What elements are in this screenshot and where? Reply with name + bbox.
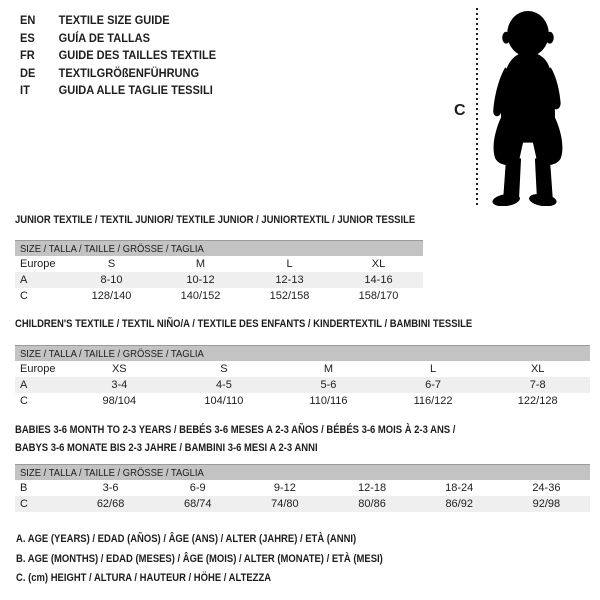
- language-title-list: [20, 12, 233, 100]
- lang-row-de: [20, 65, 216, 83]
- babies-section-title: [15, 421, 527, 457]
- junior-size-table: [15, 240, 423, 304]
- table-cell: 10-12: [186, 274, 215, 286]
- size-header-cell: [15, 346, 590, 362]
- legend-line-c: [16, 569, 443, 589]
- lang-code: DE: [20, 65, 36, 80]
- lang-row-es: [20, 30, 216, 48]
- lang-label: GUIDE DES TAILLES TEXTILE: [58, 48, 217, 62]
- lang-label: TEXTILE SIZE GUIDE: [58, 13, 170, 27]
- row-label: A: [20, 379, 28, 391]
- table-cell: 158/170: [358, 290, 399, 302]
- table-cell: 74/80: [271, 498, 299, 510]
- lang-row-it: [20, 82, 216, 100]
- table-cell: L: [286, 258, 293, 270]
- table-row: [15, 288, 423, 304]
- row-label: C: [20, 290, 28, 302]
- row-label: Europe: [20, 363, 56, 375]
- table-cell: M: [323, 363, 334, 375]
- table-cell: 104/110: [204, 395, 244, 407]
- table-cell: XL: [530, 363, 545, 375]
- babies-title-line-1: BABIES 3-6 MONTH TO 2-3 YEARS / BEBÉS 3-6 MESES A 2-3 AÑOS / BÉBÉS 3-6 MOIS À 2-3 ANS /: [15, 424, 456, 436]
- table-cell: 9-12: [273, 482, 296, 494]
- table-cell: 4-5: [215, 379, 232, 391]
- children-size-table: [15, 345, 590, 409]
- legend-line-b: [16, 550, 443, 570]
- table-cell: L: [430, 363, 437, 375]
- table-cell: 6-9: [189, 482, 206, 494]
- table-cell: 7-8: [529, 379, 546, 391]
- measurement-legend: [16, 530, 443, 589]
- size-header-cell: [15, 241, 423, 257]
- children-title-text: CHILDREN'S TEXTILE / TEXTIL NIÑO/A / TEXTILE DES ENFANTS / KINDERTEXTIL / BAMBINI TESSILE: [15, 318, 473, 330]
- lang-code: EN: [20, 13, 36, 27]
- lang-label: GUIDA ALLE TAGLIE TESSILI: [58, 83, 213, 97]
- table-cell: 12-18: [357, 482, 387, 494]
- table-cell: 152/158: [269, 290, 310, 302]
- size-header-row: [15, 241, 423, 257]
- table-cell: 62/68: [96, 498, 125, 510]
- lang-label: GUÍA DE TALLAS: [58, 30, 151, 45]
- row-label: A: [20, 274, 28, 286]
- table-cell: S: [220, 363, 228, 375]
- lang-label: TEXTILGRÖßENFÜHRUNG: [58, 65, 200, 80]
- table-cell: 68/74: [183, 498, 212, 510]
- table-cell: 8-10: [100, 274, 123, 286]
- table-row: [15, 480, 590, 496]
- table-cell: 3-6: [102, 482, 119, 494]
- junior-section-title: [15, 211, 480, 229]
- lang-code: IT: [20, 83, 30, 97]
- table-cell: S: [107, 258, 116, 270]
- table-cell: 18-24: [445, 482, 474, 494]
- table-cell: 116/122: [413, 395, 453, 407]
- row-label: C: [20, 395, 28, 407]
- lang-row-fr: [20, 47, 216, 65]
- lang-code: ES: [20, 30, 35, 45]
- legend-text-c: C. (cm) HEIGHT / ALTURA / HAUTEUR / HÖHE / ALTEZZA: [16, 572, 272, 584]
- legend-text-a: A. AGE (YEARS) / EDAD (AÑOS) / ÂGE (ANS) / ALTER (JAHRE) / ETÀ (ANNI): [16, 533, 357, 545]
- table-cell: 14-16: [364, 274, 393, 286]
- children-section-title: [15, 315, 547, 333]
- row-label: B: [20, 482, 28, 494]
- table-cell: 92/98: [532, 498, 561, 510]
- height-measure-label: C: [454, 102, 466, 119]
- table-row: [15, 361, 590, 377]
- table-cell: 12-13: [275, 274, 304, 286]
- size-header-text: SIZE / TALLA / TAILLE / GRÖSSE / TAGLIA: [20, 242, 204, 255]
- size-header-row: [15, 346, 590, 362]
- legend-line-a: [16, 530, 443, 550]
- row-label: Europe: [20, 258, 56, 270]
- table-row: [15, 377, 590, 393]
- table-cell: 5-6: [320, 379, 337, 391]
- table-row: [15, 272, 423, 288]
- toddler-silhouette-icon: [478, 8, 574, 206]
- table-row: [15, 496, 590, 512]
- table-cell: 98/104: [102, 395, 137, 407]
- table-cell: 86/92: [445, 498, 473, 510]
- table-cell: 80/86: [358, 498, 386, 510]
- table-cell: XS: [111, 363, 127, 375]
- lang-row-en: [20, 12, 216, 30]
- size-header-row: [15, 465, 590, 481]
- table-cell: XL: [371, 258, 386, 270]
- size-header-text: SIZE / TALLA / TAILLE / GRÖSSE / TAGLIA: [20, 466, 204, 479]
- junior-title-text: JUNIOR TEXTILE / TEXTIL JUNIOR/ TEXTILE JUNIOR / JUNIORTEXTIL / JUNIOR TESSILE: [15, 214, 416, 226]
- table-cell: 122/128: [517, 395, 558, 407]
- size-header-text: SIZE / TALLA / TAILLE / GRÖSSE / TAGLIA: [20, 347, 204, 360]
- babies-size-table: [15, 464, 590, 512]
- table-cell: M: [195, 258, 206, 270]
- babies-title-line-2: BABYS 3-6 MONATE BIS 2-3 JAHRE / BAMBINI 3-6 MESI A 2-3 ANNI: [15, 442, 318, 454]
- table-cell: 128/140: [91, 290, 132, 302]
- table-cell: 24-36: [532, 482, 561, 494]
- table-cell: 6-7: [425, 379, 442, 391]
- size-header-cell: [15, 465, 590, 481]
- table-row: [15, 393, 590, 409]
- legend-text-b: B. AGE (MONTHS) / EDAD (MESES) / ÂGE (MOIS) / ALTER (MONATE) / ETÀ (MESI): [16, 552, 383, 565]
- table-cell: 110/116: [309, 395, 348, 407]
- table-cell: 3-4: [111, 379, 128, 391]
- table-cell: 140/152: [180, 290, 221, 302]
- lang-code: FR: [20, 48, 35, 62]
- row-label: C: [20, 498, 28, 510]
- table-row: [15, 256, 423, 272]
